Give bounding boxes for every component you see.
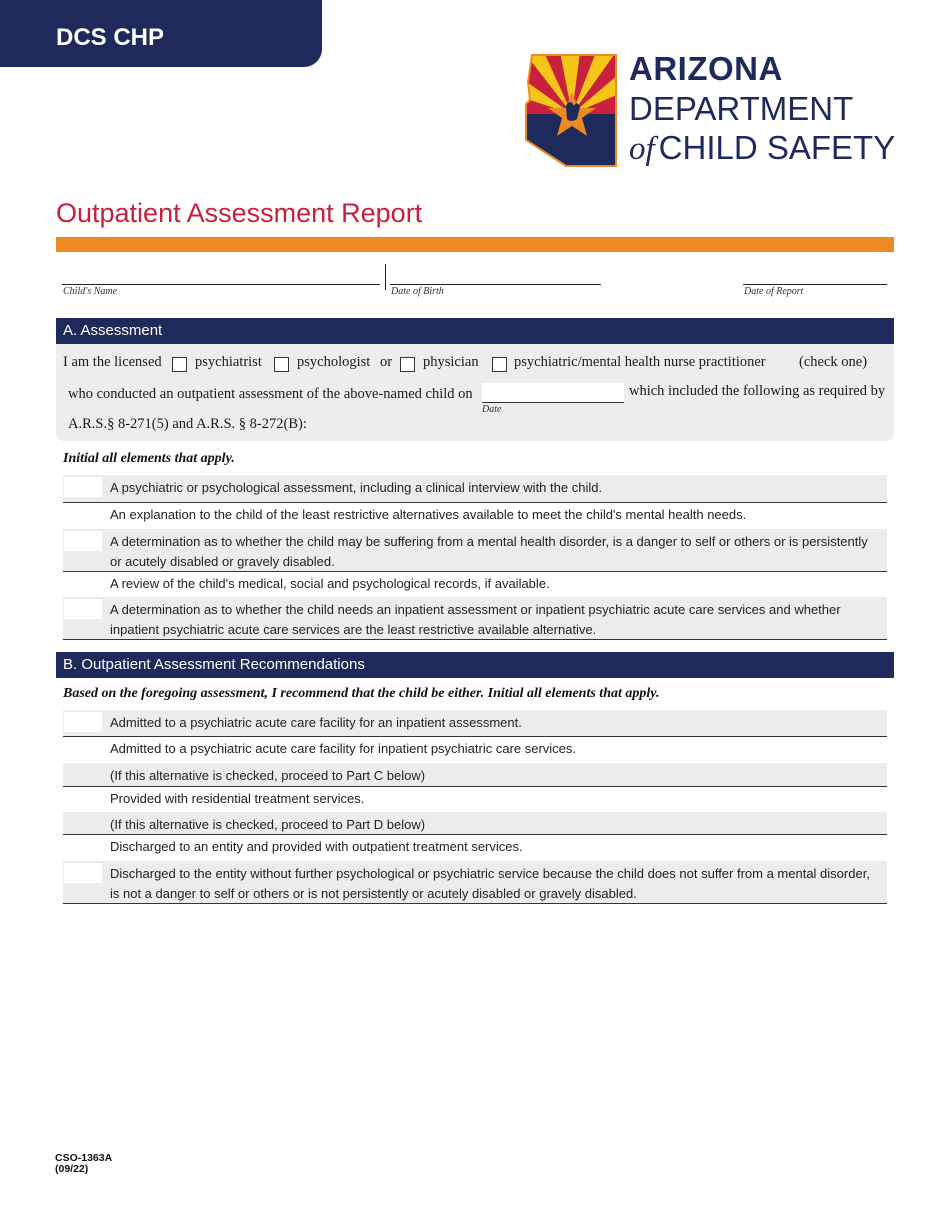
section-b-note-text: (If this alternative is checked, proceed to Part D below) [110, 817, 426, 832]
arizona-state-icon [524, 52, 619, 170]
date-of-birth-label: Date of Birth [391, 286, 444, 297]
date-of-birth-field[interactable] [390, 284, 601, 285]
form-number-code: CSO-1363A [55, 1152, 113, 1164]
section-b-item [63, 786, 887, 813]
form-revision: (09/22) [55, 1163, 89, 1175]
logo-line-child-safety [629, 129, 895, 168]
initials-field[interactable] [64, 738, 102, 758]
section-b-note [63, 812, 887, 835]
section-b-item [63, 861, 887, 904]
licensed-prefix: I am the licensed [63, 354, 162, 370]
section-a-heading [56, 318, 894, 344]
included-text: which included the following as required by [629, 383, 886, 399]
logo-of: of [629, 131, 655, 167]
section-a-item-text: An explanation to the child of the least restrictive alternatives available to meet the child's mental health needs. [110, 507, 747, 522]
initials-field[interactable] [64, 788, 102, 808]
section-b-item-text: Provided with residential treatment services. [110, 791, 365, 806]
section-a-item-text: A determination as to whether the child may be suffering from a mental health disorder, is a danger to self or others or is persistently or acutely disabled or gravely disabled. [110, 534, 868, 569]
logo-line-department: DEPARTMENT [629, 90, 854, 127]
section-a-item [63, 529, 887, 572]
section-a-item-text: A psychiatric or psychological assessment, including a clinical interview with the child. [110, 480, 603, 495]
section-b-item-text: Admitted to a psychiatric acute care facility for an inpatient assessment. [110, 715, 522, 730]
section-a-item [63, 475, 887, 503]
physician-label: physician [423, 354, 479, 370]
section-b-item [63, 834, 887, 862]
section-b-item [63, 736, 887, 764]
nurse-practitioner-label: psychiatric/mental health nurse practitioner [514, 354, 766, 370]
initials-field[interactable] [64, 504, 102, 524]
nurse-practitioner-checkbox[interactable] [492, 357, 507, 372]
section-a-item [63, 502, 887, 530]
initials-field[interactable] [64, 531, 102, 551]
statute-text: A.R.S.§ 8-271(5) and A.R.S. § 8-272(B): [68, 416, 307, 432]
date-of-report-label: Date of Report [744, 286, 804, 297]
section-b-heading [56, 652, 894, 678]
section-a-item [63, 571, 887, 598]
section-b-item-text: Discharged to the entity without further psychological or psychiatric service because the child does not suffer from a mental disorder, is not a danger to self or others or is not persistently or acutely disabled or gravely disabled. [110, 866, 870, 901]
header-tab-label: DCS CHP [56, 24, 165, 51]
header-tab [0, 0, 322, 67]
section-b-title: B. Outpatient Assessment Recommendations [63, 656, 365, 673]
conducted-text: who conducted an outpatient assessment of the above-named child on [68, 386, 473, 402]
section-a-instruction: Initial all elements that apply. [63, 451, 235, 466]
section-b-note-text: (If this alternative is checked, proceed to Part C below) [110, 768, 426, 783]
initials-field[interactable] [64, 573, 102, 593]
initials-field[interactable] [64, 712, 102, 732]
initials-field[interactable] [64, 599, 102, 619]
logo-child-safety-text: CHILD SAFETY [658, 129, 896, 166]
section-b-item-text: Admitted to a psychiatric acute care facility for inpatient psychiatric care services. [110, 741, 577, 756]
initials-field[interactable] [64, 836, 102, 856]
section-a-title: A. Assessment [63, 322, 163, 339]
logo-line-arizona: ARIZONA [629, 50, 783, 87]
date-of-report-field[interactable] [743, 284, 887, 285]
or-word: or [380, 354, 393, 370]
assessment-date-field[interactable] [482, 383, 624, 403]
check-one-note: (check one) [799, 354, 868, 370]
dcs-logo [524, 52, 894, 172]
form-number [55, 1153, 112, 1175]
section-a-item-text: A review of the child's medical, social and psychological records, if available. [110, 576, 550, 591]
section-b-item [63, 710, 887, 737]
section-b-note [63, 763, 887, 787]
psychologist-label: psychologist [297, 354, 371, 370]
field-divider [385, 264, 386, 290]
psychologist-checkbox[interactable] [274, 357, 289, 372]
assessment-date-label: Date [482, 404, 502, 415]
section-b-instruction: Based on the foregoing assessment, I recommend that the child be either. Initial all elements that apply. [63, 686, 660, 701]
section-b-item-text: Discharged to an entity and provided with outpatient treatment services. [110, 839, 523, 854]
psychiatrist-label: psychiatrist [195, 354, 262, 370]
childs-name-field[interactable] [62, 284, 380, 285]
physician-checkbox[interactable] [400, 357, 415, 372]
initials-field[interactable] [64, 863, 102, 883]
title-rule [56, 237, 894, 252]
initials-field[interactable] [64, 477, 102, 497]
psychiatrist-checkbox[interactable] [172, 357, 187, 372]
section-a-item-text: A determination as to whether the child needs an inpatient assessment or inpatient psychiatric acute care services and whether inpatient psychiatric acute care services are the least restrictive available alternative. [110, 602, 841, 637]
section-a-item [63, 597, 887, 640]
page-title: Outpatient Assessment Report [56, 198, 423, 228]
childs-name-label: Child's Name [63, 286, 118, 297]
